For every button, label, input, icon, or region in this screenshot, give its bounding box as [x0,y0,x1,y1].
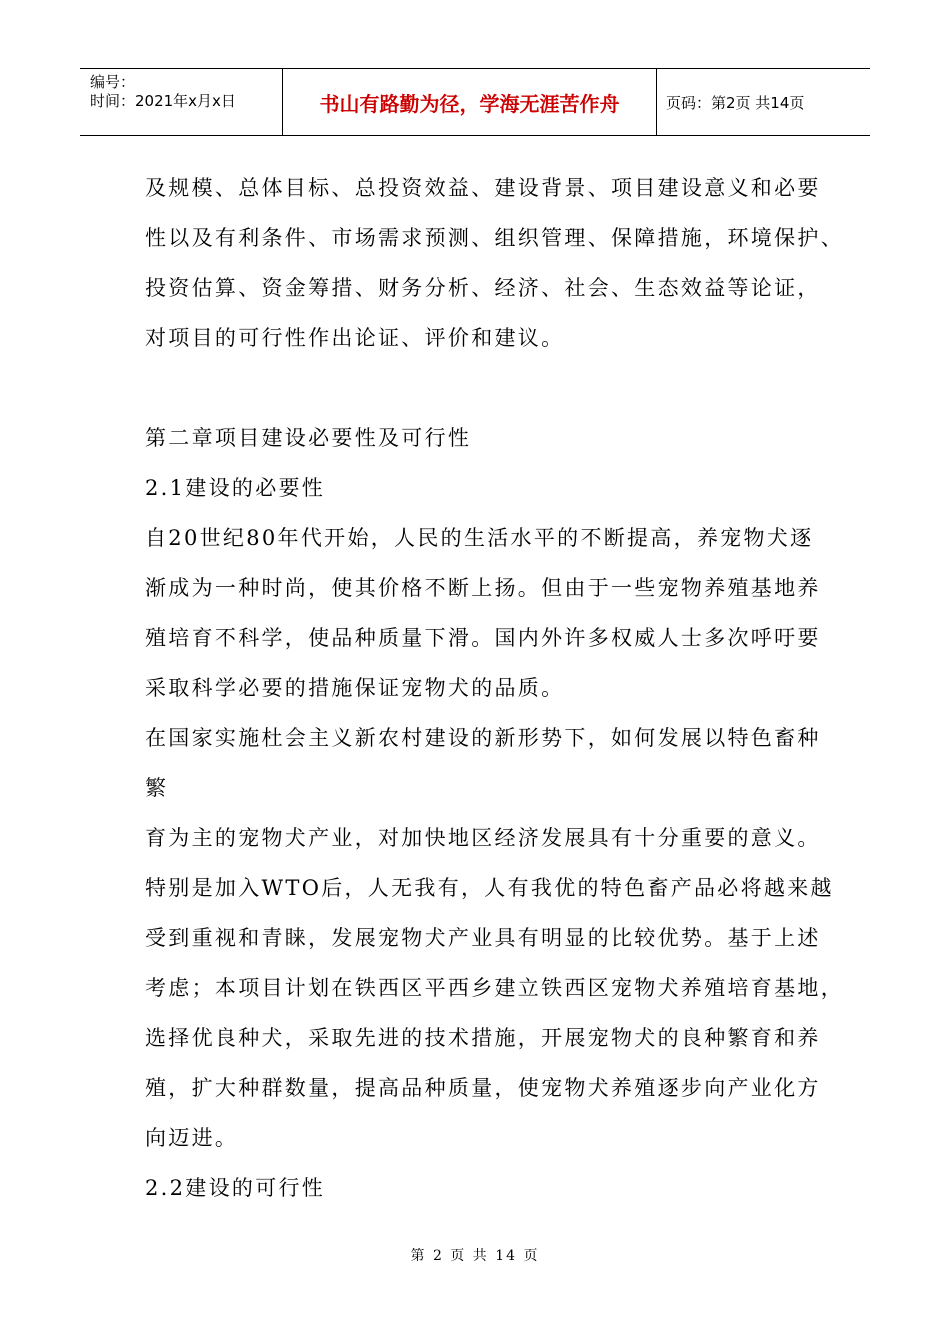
body-line: 渐成为一种时尚，使其价格不断上扬。但由于一些宠物养殖基地养 [145,576,821,600]
body-line: 性以及有利条件、市场需求预测、组织管理、保障措施，环境保护、 [145,226,844,250]
body-line: 自20世纪80年代开始，人民的生活水平的不断提高，养宠物犬逐 [145,526,814,550]
body-line: 及规模、总体目标、总投资效益、建设背景、项目建设意义和必要 [145,176,821,200]
body-line: 特别是加入WTO后，人无我有，人有我优的特色畜产品必将越来越 [145,876,834,900]
section-title: 2.2建设的可行性 [145,1176,326,1200]
body-line: 采取科学必要的措施保证宠物犬的品质。 [145,676,565,700]
body-line: 考虑；本项目计划在铁西区平西乡建立铁西区宠物犬养殖培育基地， [145,976,844,1000]
chapter-title: 第二章项目建设必要性及可行性 [145,426,472,450]
document-body [145,163,844,1213]
body-line: 育为主的宠物犬产业，对加快地区经济发展具有十分重要的意义。 [145,826,821,850]
body-line: 殖培育不科学，使品种质量下滑。国内外许多权威人士多次呼吁要 [145,626,821,650]
body-line: 繁 [145,776,169,800]
page-header [80,68,870,136]
body-line: 殖，扩大种群数量，提高品种质量，使宠物犬养殖逐步向产业化方 [145,1076,821,1100]
header-divider-right [656,69,657,135]
body-line: 在国家实施杜会主义新农村建设的新形势下，如何发展以特色畜种 [145,726,821,750]
section-title: 2.1建设的必要性 [145,476,326,500]
header-motto: 书山有路勤为径，学海无涯苦作舟 [319,91,620,116]
body-line: 受到重视和青睐，发展宠物犬产业具有明显的比较优势。基于上述 [145,926,821,950]
body-line: 投资估算、资金筹措、财务分析、经济、社会、生态效益等论证， [145,276,821,300]
document-time-label: 时间：2021年x月x日 [90,92,236,110]
page-footer: 第 2 页 共 14 页 [410,1248,540,1264]
document-number-label: 编号： [90,73,136,91]
body-line: 向迈进。 [145,1126,239,1150]
paragraph-gap [145,363,835,413]
header-meta [90,73,236,111]
body-line: 对项目的可行性作出论证、评价和建议。 [145,326,565,350]
body-line: 选择优良种犬，采取先进的技术措施，开展宠物犬的良种繁育和养 [145,1026,821,1050]
header-page-info: 页码：第2页 共14页 [666,93,805,112]
